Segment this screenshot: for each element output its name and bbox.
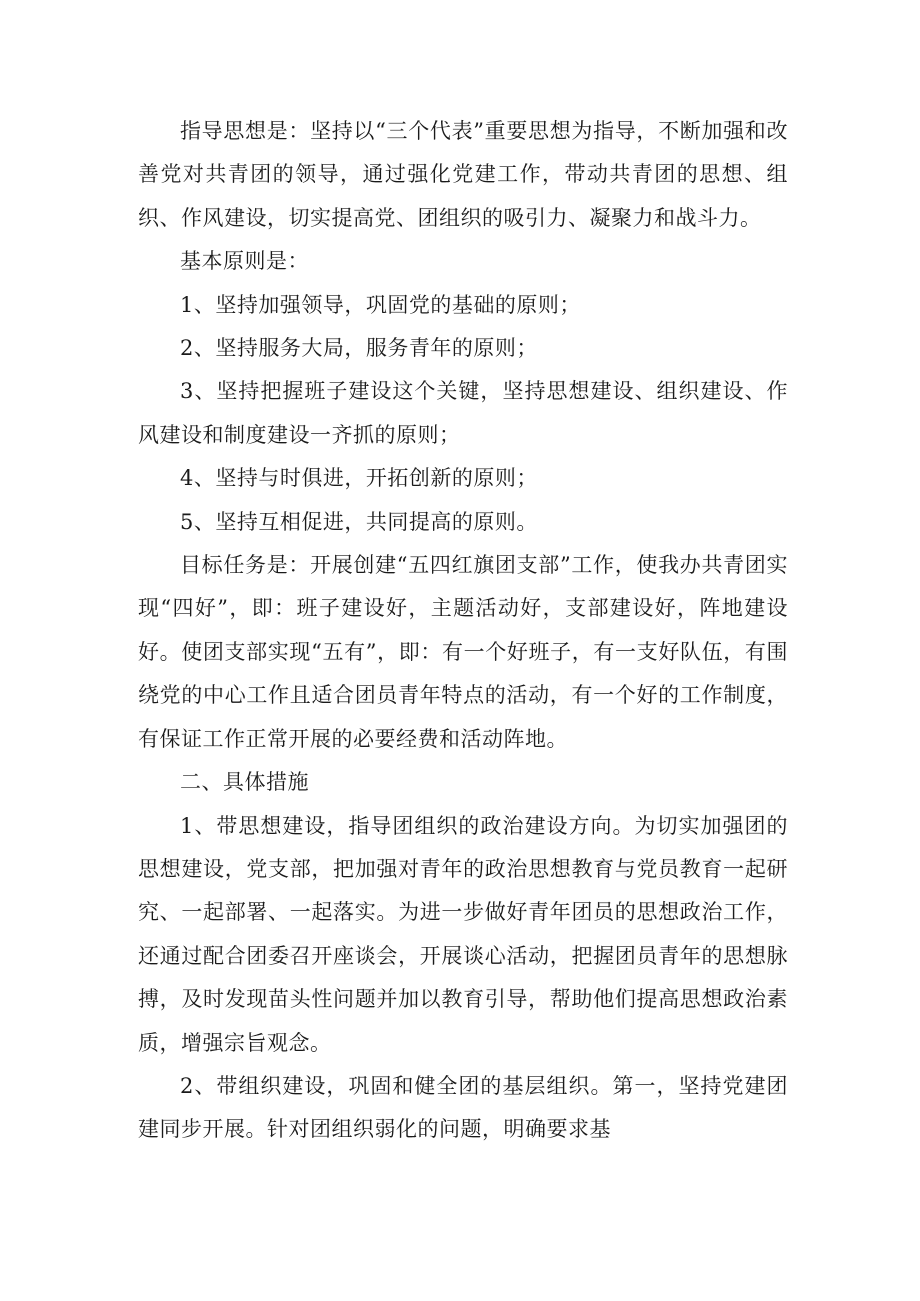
- paragraph-measure-1: 1、带思想建设，指导团组织的政治建设方向。为切实加强团的思想建设，党支部，把加强对青年的政治思想教育与党员教育一起研究、一起部署、一起落实。为进一步做好青年团员的思想政治工作，还通过配合团委召开座谈会，开展谈心活动，把握团员青年的思想脉搏，及时发现苗头性问题并加以教育引导，帮助他们提高思想政治素质，增强宗旨观念。: [138, 813, 788, 1055]
- paragraph-basic-principles-heading: 基本原则是：: [180, 249, 309, 274]
- document-body: [138, 110, 788, 1152]
- paragraph-principle-4: 4、坚持与时俱进，开拓创新的原则；: [180, 466, 538, 491]
- paragraph-measure-2: 2、带组织建设，巩固和健全团的基层组织。第一，坚持党建团建同步开展。针对团组织弱化的问题，明确要求基: [138, 1073, 788, 1142]
- paragraph-objectives: 目标任务是：开展创建“五四红旗团支部”工作，使我办共青团实现“四好”，即：班子建设好，主题活动好，支部建设好，阵地建设好。使团支部实现“五有”，即：有一个好班子，有一支好队伍，有围绕党的中心工作且适合团员青年特点的活动，有一个好的工作制度，有保证工作正常开展的必要经费和活动阵地。: [138, 553, 788, 751]
- paragraph-guiding-ideology: 指导思想是：坚持以“三个代表”重要思想为指导，不断加强和改善党对共青团的领导，通过强化党建工作，带动共青团的思想、组织、作风建设，切实提高党、团组织的吸引力、凝聚力和战斗力。: [138, 119, 788, 230]
- paragraph-principle-1: 1、坚持加强领导，巩固党的基础的原则；: [180, 292, 581, 317]
- paragraph-principle-5: 5、坚持互相促进，共同提高的原则。: [180, 509, 538, 534]
- paragraph-section-heading-measures: 二、具体措施: [180, 770, 309, 795]
- paragraph-principle-2: 2、坚持服务大局，服务青年的原则；: [180, 336, 538, 361]
- paragraph-principle-3: 3、坚持把握班子建设这个关键，坚持思想建设、组织建设、作风建设和制度建设一齐抓的原则；: [138, 379, 788, 447]
